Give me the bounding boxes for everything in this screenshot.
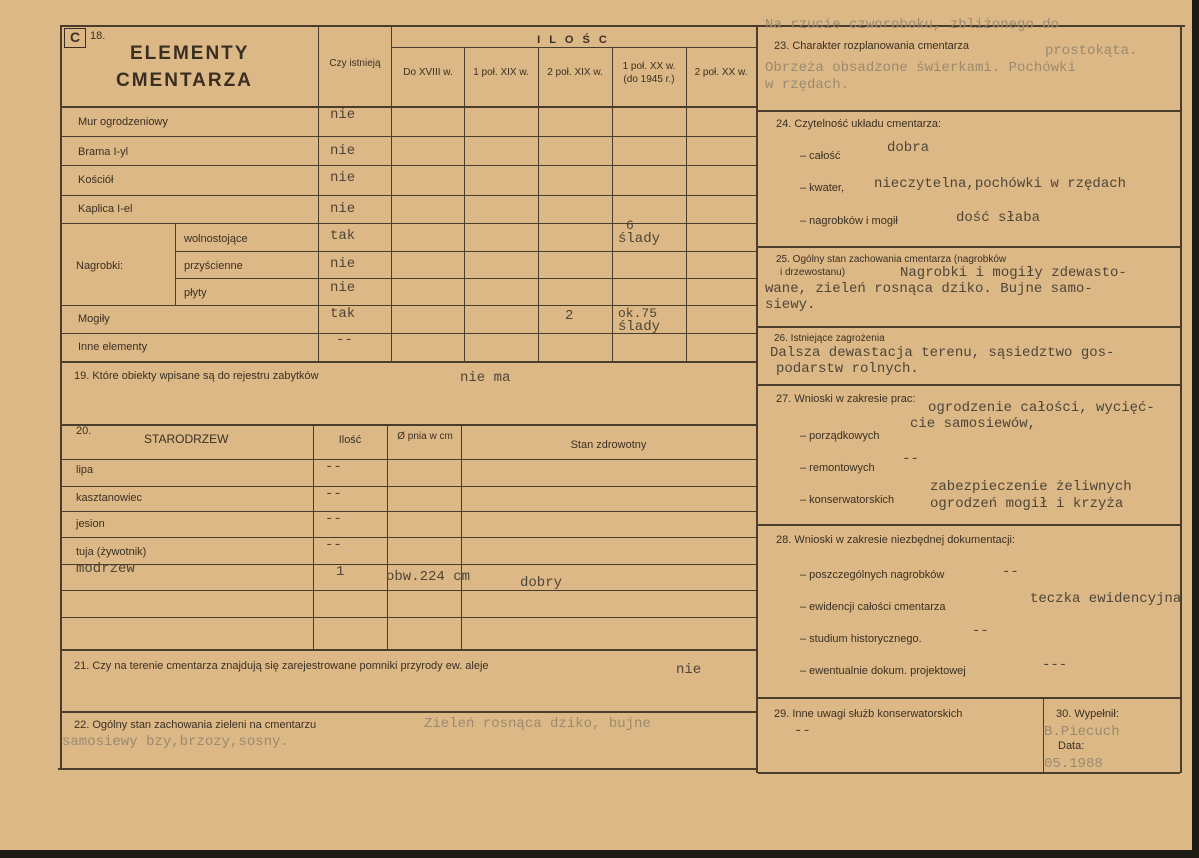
- tree-diameter: obw.224 cm: [386, 569, 471, 585]
- tree-qty: --: [325, 486, 342, 502]
- grid-line: [318, 25, 319, 362]
- row-period4-note: ślady: [618, 319, 661, 335]
- grid-line: [612, 48, 613, 362]
- grid-line: [758, 246, 1182, 248]
- grid-line: [60, 424, 756, 426]
- section-25-value-line2: wane, zieleń rosnąca dziko. Bujne samo-: [765, 281, 1093, 297]
- row-exists-value: --: [336, 332, 353, 348]
- tree-qty: --: [325, 537, 342, 553]
- grid-line: [60, 564, 756, 565]
- section-25-value-line1: Nagrobki i mogiły zdewasto-: [900, 265, 1127, 281]
- tree-name: modrzew: [76, 561, 135, 577]
- row-exists-value: nie: [330, 143, 356, 159]
- grid-line: [60, 711, 756, 713]
- column-header-stan: Stan zdrowotny: [570, 439, 647, 451]
- row-label: Mur ogrodzeniowy: [78, 116, 168, 128]
- period-header: 2 poł. XIX w.: [547, 67, 603, 78]
- grid-line: [391, 25, 392, 362]
- grid-line: [391, 47, 756, 48]
- section-letter-box: C: [64, 28, 86, 48]
- section-26-value-line1: Dalsza dewastacja terenu, sąsiedztwo gos-: [770, 345, 1115, 361]
- grid-line: [60, 195, 756, 196]
- section-23-value-line2: Obrzeża obsadzone świerkami. Pochówki: [765, 60, 1076, 76]
- section-22-label: 22. Ogólny stan zachowania zieleni na cmentarzu: [74, 719, 317, 731]
- nagrobki-label: Nagrobki:: [76, 260, 124, 272]
- tree-name: tuja (żywotnik): [76, 546, 147, 558]
- section-30-label: 30. Wypełnił:: [1056, 708, 1119, 720]
- grid-line: [758, 110, 1182, 112]
- section-28-item-label: – studium historycznego.: [800, 633, 922, 645]
- section-24-kwater-value: nieczytelna,pochówki w rzędach: [874, 176, 1127, 192]
- grid-line: [538, 48, 539, 362]
- section-27-porzadkowe-label: – porządkowych: [800, 430, 880, 442]
- grid-line: [60, 165, 756, 166]
- section-27-porzadkowe-value-line1: ogrodzenie całości, wycięć-: [928, 400, 1155, 416]
- grid-line: [758, 524, 1182, 526]
- section-21-value: nie: [676, 662, 702, 678]
- grid-line: [175, 223, 176, 305]
- column-header-diameter: Ø pnia w cm: [397, 431, 453, 442]
- section-28-item-label: – poszczególnych nagrobków: [800, 569, 945, 581]
- row-label: Kaplica I-el: [78, 203, 133, 215]
- grid-line: [175, 251, 756, 252]
- tree-state: dobry: [520, 575, 563, 591]
- section-29-value: --: [794, 723, 811, 739]
- row-exists-value: nie: [330, 256, 356, 272]
- row-period3-value: 2: [565, 308, 574, 324]
- tree-qty: --: [325, 459, 342, 475]
- tree-name: lipa: [76, 464, 94, 476]
- tree-qty: --: [325, 511, 342, 527]
- section-27-konserw-label: – konserwatorskich: [800, 494, 895, 506]
- tree-name: jesion: [76, 518, 105, 530]
- grid-line: [758, 326, 1182, 328]
- period-header: 2 poł. XX w.: [694, 67, 748, 78]
- section-27-remontowe-value: --: [902, 451, 919, 467]
- tree-qty: 1: [336, 564, 345, 580]
- grid-line: [60, 511, 756, 512]
- period-header: Do XVIII w.: [403, 67, 453, 78]
- column-header-ilosc: I L O Ś C: [537, 34, 610, 46]
- section-23-value-line3: w rzędach.: [765, 77, 850, 93]
- section-29-label: 29. Inne uwagi służb konserwatorskich: [774, 708, 963, 720]
- section-19-label: 19. Które obiekty wpisane są do rejestru zabytków: [74, 370, 319, 382]
- row-exists-value: nie: [330, 280, 356, 296]
- row-label: przyścienne: [184, 260, 243, 272]
- section-22-value-line2: samosiewy bzy,brzozy,sosny.: [62, 734, 289, 750]
- section-19-value: nie ma: [460, 370, 511, 386]
- section-27-remontowe-label: – remontowych: [800, 462, 875, 474]
- section-25-label-line2: i drzewostanu): [780, 267, 846, 278]
- grid-line: [175, 278, 756, 279]
- section-26-value-line2: podarstw rolnych.: [776, 361, 919, 377]
- section-27-porzadkowe-value-line2: cie samosiewów,: [910, 416, 1037, 432]
- grid-line: [60, 649, 756, 651]
- grid-line: [60, 537, 756, 538]
- section-30-date-label: Data:: [1058, 740, 1085, 752]
- grid-line: [60, 106, 756, 108]
- column-header-ilosc: Ilość: [338, 434, 362, 446]
- grid-line: [60, 590, 756, 591]
- section-22-value-line1: Zieleń rosnąca dziko, bujne: [424, 716, 651, 732]
- row-exists-value: tak: [330, 228, 356, 244]
- section-28-item-value: teczka ewidencyjna: [1030, 591, 1182, 607]
- section-27-konserw-value-line2: ogrodzeń mogił i krzyża: [930, 496, 1124, 512]
- section-30-date-value: 05.1988: [1044, 756, 1103, 772]
- section-27-konserw-value-line1: zabezpieczenie żeliwnych: [930, 479, 1132, 495]
- row-label: wolnostojące: [184, 233, 248, 245]
- tree-name: kasztanowiec: [76, 492, 143, 504]
- section-24-calosc-label: – całość: [800, 150, 841, 162]
- period-header: 1 poł. XX w. (do 1945 r.): [622, 61, 676, 85]
- border-right: [1180, 25, 1182, 773]
- section-28-item-value: --: [972, 623, 989, 639]
- column-header-czy-istnieja: Czy istnieją: [329, 58, 381, 69]
- section-23-value-line1: prostokąta.: [1045, 43, 1138, 59]
- section-30-name: B.Piecuch: [1044, 724, 1120, 740]
- row-label: płyty: [184, 287, 207, 299]
- section-25-label-line1: 25. Ogólny stan zachowania cmentarza (nagrobków: [776, 254, 1007, 265]
- section-18-title-line2: CMENTARZA: [116, 70, 253, 91]
- row-period4-value: 6: [626, 218, 634, 233]
- row-label: Inne elementy: [78, 341, 148, 353]
- period-header: 1 poł. XIX w.: [473, 67, 529, 78]
- row-exists-value: tak: [330, 306, 356, 322]
- section-26-label: 26. Istniejące zagrożenia: [774, 333, 885, 344]
- row-label: Kościół: [78, 174, 114, 186]
- section-18-title-line1: ELEMENTY: [130, 43, 250, 64]
- section-20-title: STARODRZEW: [144, 432, 229, 446]
- grid-line: [464, 48, 465, 362]
- column-divider: [756, 25, 758, 773]
- row-exists-value: nie: [330, 201, 356, 217]
- section-24-nagrobkow-value: dość słaba: [956, 210, 1041, 226]
- section-25-value-line3: siewy.: [765, 297, 816, 313]
- grid-line: [60, 617, 756, 618]
- row-label: Brama I-yl: [78, 146, 129, 158]
- section-21-label: 21. Czy na terenie cmentarza znajdują się zarejestrowane pomniki przyrody ew. aleje: [74, 660, 489, 672]
- section-28-item-label: – ewentualnie dokum. projektowej: [800, 665, 966, 677]
- row-exists-value: nie: [330, 170, 356, 186]
- section-18-number: 18.: [90, 30, 106, 42]
- grid-line: [60, 459, 756, 460]
- grid-line: [60, 361, 756, 363]
- section-20-number: 20.: [76, 425, 92, 437]
- section-28-item-value: ---: [1042, 657, 1068, 673]
- section-28-item-value: --: [1002, 564, 1019, 580]
- grid-line: [60, 223, 756, 224]
- row-label: Mogiły: [78, 313, 110, 325]
- grid-line: [758, 697, 1182, 699]
- row-period4-value: ok.75: [618, 306, 658, 321]
- row-period4-note: ślady: [618, 231, 661, 247]
- border-bottom-left: [58, 768, 758, 770]
- section-24-label: 24. Czytelność układu cmentarza:: [776, 118, 942, 130]
- grid-line: [758, 384, 1182, 386]
- row-exists-value: nie: [330, 107, 356, 123]
- section-27-label: 27. Wnioski w zakresie prac:: [776, 393, 916, 405]
- grid-line: [686, 48, 687, 362]
- section-24-calosc-value: dobra: [887, 140, 930, 156]
- border-bottom-right: [758, 772, 1180, 774]
- section-23-value-line0: Na rzucie czworoboku, zbliżonego do: [765, 17, 1060, 33]
- section-24-kwater-label: – kwater,: [800, 182, 845, 194]
- section-23-label: 23. Charakter rozplanowania cmentarza: [774, 40, 970, 52]
- grid-line: [60, 486, 756, 487]
- section-28-label: 28. Wnioski w zakresie niezbędnej dokumentacji:: [776, 534, 1016, 546]
- section-28-item-label: – ewidencji całości cmentarza: [800, 601, 946, 613]
- grid-line: [60, 136, 756, 137]
- section-24-nagrobkow-label: – nagrobków i mogił: [800, 215, 898, 227]
